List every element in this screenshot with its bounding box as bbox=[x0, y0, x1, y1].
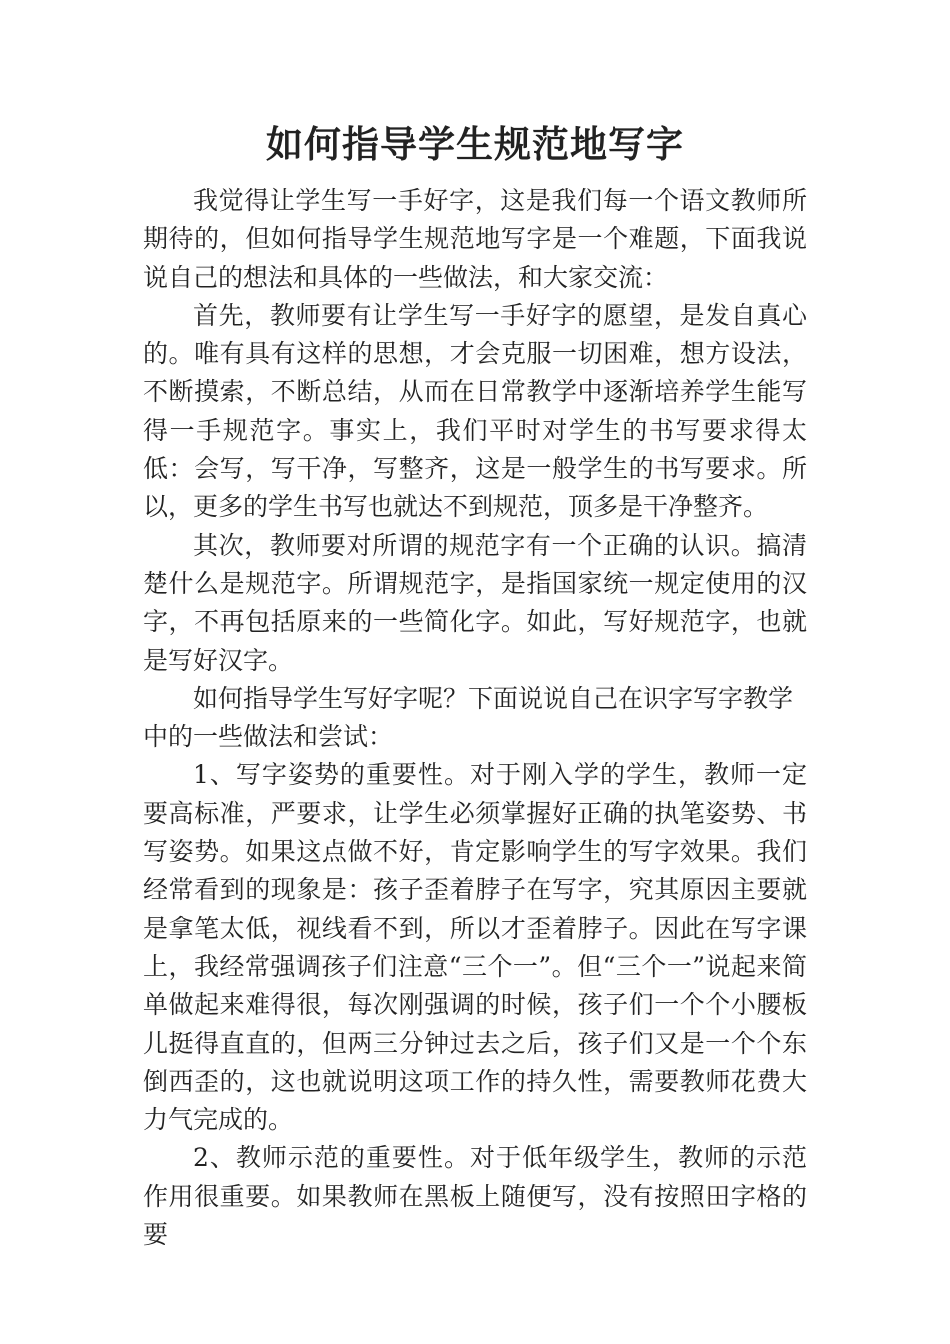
paragraph-intro: 我觉得让学生写一手好字，这是我们每一个语文教师所期待的，但如何指导学生规范地写字是一个难题，下面我说说自己的想法和具体的一些做法，和大家交流： bbox=[143, 186, 807, 292]
paragraph-transition: 如何指导学生写好字呢？下面说说自己在识字写字教学中的一些做法和尝试： bbox=[143, 683, 794, 752]
paragraph-item-2: 2、教师示范的重要性。对于低年级学生，教师的示范作用很重要。如果教师在黑板上随便写，没有按照田字格的要 bbox=[143, 1143, 807, 1250]
paragraph-first-point: 首先，教师要有让学生写一手好字的愿望，是发自真心的。唯有具有这样的思想，才会克服一切困难，想方设法，不断摸索，不断总结，从而在日常教学中逐渐培养学生能写得一手规范字。事实上，我们平时对学生的书写要求得太低：会写，写干净，写整齐，这是一般学生的书写要求。所以，更多的学生书写也就达不到规范，顶多是干净整齐。 bbox=[143, 300, 807, 522]
paragraph-second-point: 其次，教师要对所谓的规范字有一个正确的认识。搞清楚什么是规范字。所谓规范字，是指国家统一规定使用的汉字，不再包括原来的一些简化字。如此，写好规范字，也就是写好汉字。 bbox=[143, 530, 807, 675]
document-body bbox=[143, 182, 807, 1254]
paragraph-item-1: 1、写字姿势的重要性。对于刚入学的学生，教师一定要高标准，严要求，让学生必须掌握好正确的执笔姿势、书写姿势。如果这点做不好，肯定影响学生的写字效果。我们经常看到的现象是：孩子歪着脖子在写字，究其原因主要就是拿笔太低，视线看不到，所以才歪着脖子。因此在写字课上，我经常强调孩子们注意“三个一”。但“三个一”说起来简单做起来难得很，每次刚强调的时候，孩子们一个个小腰板儿挺得直直的，但两三分钟过去之后，孩子们又是一个个东倒西歪的，这也就说明这项工作的持久性，需要教师花费大力气完成的。 bbox=[143, 760, 807, 1135]
document-title: 如何指导学生规范地写字 bbox=[266, 122, 684, 166]
